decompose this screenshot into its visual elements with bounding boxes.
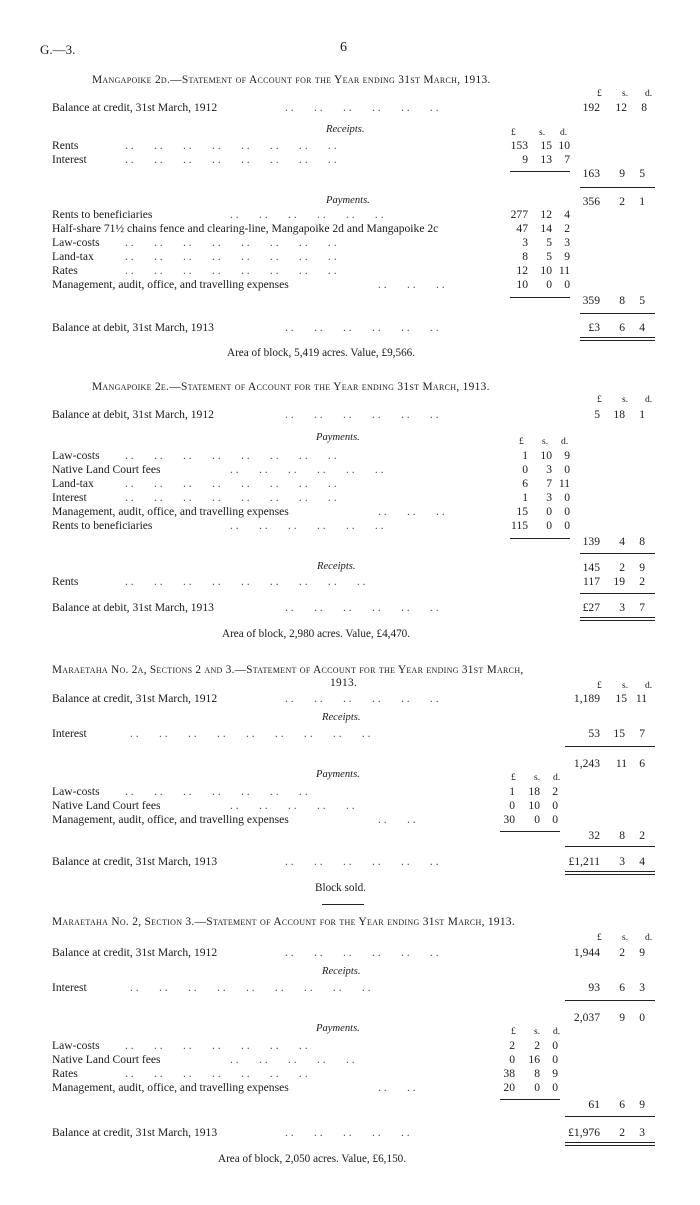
double-rule	[565, 871, 655, 875]
amount-pounds: 15	[516, 505, 528, 518]
amount-pence: 11	[635, 692, 647, 705]
amount-pence: 9	[552, 1067, 558, 1080]
amount-pence: 8	[641, 101, 647, 114]
group-heading: Receipts.	[322, 966, 361, 977]
amount-pence: 2	[639, 829, 645, 842]
amount-shillings: 7	[546, 477, 552, 490]
leader-dots: . . . . . . . . . . . . . . . .	[125, 250, 337, 263]
group-heading: Receipts.	[326, 124, 365, 135]
pence-unit: d.	[645, 394, 653, 405]
group-heading: Payments.	[326, 195, 370, 206]
closing-balance-label: Balance at debit, 31st March, 1913	[52, 601, 214, 614]
column-rule	[580, 187, 655, 188]
amount-pence: 7	[639, 727, 645, 740]
amount-pounds: 10	[516, 278, 528, 291]
line-item-label: Land-tax	[52, 250, 94, 263]
amount-shillings: 3	[619, 601, 625, 614]
amount-pounds: 12	[516, 264, 528, 277]
section-title: Maraetaha No. 2a, Sections 2 and 3.—Statement of Account for the Year ending 31st March,	[52, 664, 524, 676]
leader-dots: . . . . . . . . . . . .	[285, 321, 439, 334]
line-item-label: Interest	[52, 153, 87, 166]
shilling-unit: s.	[622, 88, 629, 99]
line-item-label: Rents	[52, 139, 79, 152]
subtotal-rule	[500, 831, 560, 832]
amount-pence: 4	[564, 208, 570, 221]
amount-shillings: 0	[546, 278, 552, 291]
amount-pounds: 5	[594, 408, 600, 421]
double-rule	[580, 337, 655, 341]
amount-pence: 2	[564, 222, 570, 235]
leader-dots: . . . . . . . . . . . . . . . . . .	[130, 981, 371, 994]
amount-pence: 0	[552, 1039, 558, 1052]
column-rule	[565, 1000, 655, 1001]
amount-pence: 8	[639, 535, 645, 548]
line-item-label: Rates	[52, 264, 78, 277]
pence-unit: d.	[561, 436, 569, 447]
amount-pounds: £1,211	[568, 855, 600, 868]
amount-pounds: 115	[511, 519, 528, 532]
amount-pence: 7	[639, 601, 645, 614]
amount-shillings: 3	[546, 491, 552, 504]
amount-pounds: 1	[522, 449, 528, 462]
amount-pence: 9	[564, 250, 570, 263]
amount-pence: 9	[639, 1098, 645, 1111]
line-item-label: Half-share 71½ chains fence and clearing-line, Mangapoike 2d and Mangapoike 2c	[52, 222, 439, 235]
line-item-label: Native Land Court fees	[52, 799, 161, 812]
amount-shillings: 5	[546, 250, 552, 263]
amount-shillings: 2	[619, 195, 625, 208]
amount-pounds: 277	[510, 208, 528, 221]
leader-dots: . . . . . . . . . . . . . .	[125, 1039, 308, 1052]
column-rule	[580, 313, 655, 314]
column-rule	[580, 593, 655, 594]
amount-shillings: 6	[619, 321, 625, 334]
line-item-label: Management, audit, office, and travelling expenses	[52, 505, 289, 518]
amount-pence: 9	[639, 561, 645, 574]
amount-shillings: 9	[619, 167, 625, 180]
amount-shillings: 8	[619, 294, 625, 307]
pound-unit: £	[519, 436, 524, 447]
amount-pence: 5	[639, 167, 645, 180]
line-item-label: Law-costs	[52, 1039, 100, 1052]
leader-dots: . . . . . . . . . . . .	[285, 855, 439, 868]
amount-shillings: 3	[546, 463, 552, 476]
section-title: Mangapoike 2e.—Statement of Account for the Year ending 31st March, 1913.	[92, 381, 490, 393]
amount-pounds: 93	[588, 981, 600, 994]
column-rule	[565, 846, 655, 847]
pound-unit: £	[597, 932, 602, 943]
leader-dots: . . . . . .	[378, 278, 445, 291]
column-rule	[580, 553, 655, 554]
amount-pounds: £27	[582, 601, 600, 614]
line-item-label: Law-costs	[52, 785, 100, 798]
pence-unit: d.	[645, 680, 653, 691]
amount-shillings: 0	[534, 1081, 540, 1094]
leader-dots: . . . . . . . . . .	[230, 799, 355, 812]
amount-pounds: 0	[509, 1053, 515, 1066]
amount-pounds: 0	[509, 799, 515, 812]
amount-pounds: 0	[522, 463, 528, 476]
amount-pounds: 53	[588, 727, 600, 740]
amount-shillings: 16	[528, 1053, 540, 1066]
amount-pence: 0	[552, 1081, 558, 1094]
line-item-label: Management, audit, office, and travelling expenses	[52, 813, 289, 826]
leader-dots: . . . . . . . . . . . .	[285, 101, 439, 114]
amount-pence: 3	[564, 236, 570, 249]
amount-pounds: 61	[588, 1098, 600, 1111]
amount-shillings: 10	[540, 264, 552, 277]
leader-dots: . . . . . . . . . . . . . . . .	[125, 449, 337, 462]
line-item-label: Interest	[52, 727, 87, 740]
shilling-unit: s.	[622, 680, 629, 691]
line-item-label: Law-costs	[52, 449, 100, 462]
amount-pounds: 163	[582, 167, 600, 180]
amount-pounds: 1	[522, 491, 528, 504]
amount-pounds: 47	[516, 222, 528, 235]
pound-unit: £	[511, 1026, 516, 1037]
subtotal-rule	[500, 1099, 560, 1100]
amount-pounds: 32	[588, 829, 600, 842]
amount-pounds: 1,243	[573, 757, 600, 770]
amount-shillings: 15	[615, 692, 627, 705]
section-title-continued: 1913.	[330, 677, 358, 689]
leader-dots: . . . . . . . . . . . .	[230, 463, 384, 476]
line-item-label: Management, audit, office, and travelling expenses	[52, 278, 289, 291]
amount-pence: 9	[639, 946, 645, 959]
shilling-unit: s.	[622, 394, 629, 405]
amount-pence: 11	[558, 477, 570, 490]
amount-pence: 0	[639, 1011, 645, 1024]
leader-dots: . . . . . .	[378, 505, 445, 518]
amount-pounds: 20	[503, 1081, 515, 1094]
amount-pence: 0	[564, 463, 570, 476]
column-rule	[565, 746, 655, 747]
amount-pence: 3	[639, 981, 645, 994]
group-heading: Receipts.	[317, 561, 356, 572]
amount-shillings: 12	[615, 101, 627, 114]
leader-dots: . . . . . . . . . . . .	[230, 208, 384, 221]
amount-pounds: 359	[582, 294, 600, 307]
amount-shillings: 6	[619, 1098, 625, 1111]
amount-shillings: 2	[619, 561, 625, 574]
amount-shillings: 9	[619, 1011, 625, 1024]
amount-shillings: 11	[615, 757, 627, 770]
amount-shillings: 8	[534, 1067, 540, 1080]
shilling-unit: s.	[542, 436, 549, 447]
amount-shillings: 2	[619, 1126, 625, 1139]
leader-dots: . . . .	[378, 813, 416, 826]
pound-unit: £	[597, 680, 602, 691]
pence-unit: d.	[645, 932, 653, 943]
leader-dots: . . . . . . . . . . . . . . . .	[125, 236, 337, 249]
line-item-label: Interest	[52, 491, 87, 504]
line-item-label: Rents to beneficiaries	[52, 519, 153, 532]
amount-pounds: £1,976	[568, 1126, 600, 1139]
amount-pounds: £3	[588, 321, 600, 334]
leader-dots: . . . . . . . . . . . . . . . . . .	[130, 727, 371, 740]
pound-unit: £	[597, 394, 602, 405]
pound-unit: £	[511, 772, 516, 783]
amount-pence: 2	[552, 785, 558, 798]
amount-pounds: 139	[582, 535, 600, 548]
amount-pence: 0	[564, 491, 570, 504]
amount-pence: 0	[564, 505, 570, 518]
section-title: Maraetaha No. 2, Section 3.—Statement of Account for the Year ending 31st March, 1913.	[52, 916, 516, 928]
group-heading: Receipts.	[322, 712, 361, 723]
amount-pence: 0	[564, 519, 570, 532]
amount-shillings: 3	[619, 855, 625, 868]
pence-unit: d.	[553, 772, 561, 783]
line-item-label: Land-tax	[52, 477, 94, 490]
pence-unit: d.	[645, 88, 653, 99]
group-heading: Payments.	[316, 1023, 360, 1034]
amount-pence: 6	[639, 757, 645, 770]
amount-pence: 4	[639, 321, 645, 334]
amount-shillings: 0	[546, 519, 552, 532]
amount-shillings: 10	[528, 799, 540, 812]
amount-pence: 0	[552, 799, 558, 812]
pound-unit: £	[597, 88, 602, 99]
amount-pounds: 38	[503, 1067, 515, 1080]
double-rule	[580, 617, 655, 621]
line-item-label: Interest	[52, 981, 87, 994]
opening-balance-label: Balance at credit, 31st March, 1912	[52, 101, 218, 114]
amount-pence: 9	[564, 449, 570, 462]
group-heading: Payments.	[316, 432, 360, 443]
column-rule	[565, 1116, 655, 1117]
pence-unit: d.	[553, 1026, 561, 1037]
line-item-label: Rents to beneficiaries	[52, 208, 153, 221]
amount-pounds: 3	[522, 236, 528, 249]
amount-pence: 1	[639, 408, 645, 421]
amount-pounds: 30	[503, 813, 515, 826]
leader-dots: . . . . . . . . . . . . . . . .	[125, 153, 337, 166]
amount-shillings: 15	[613, 727, 625, 740]
pence-unit: d.	[560, 127, 568, 138]
line-item-label: Rents	[52, 575, 79, 588]
section-separator	[322, 904, 364, 905]
leader-dots: . . . . . . . . . .	[230, 1053, 355, 1066]
amount-pounds: 1,189	[573, 692, 600, 705]
opening-balance-label: Balance at debit, 31st March, 1912	[52, 408, 214, 421]
subtotal-rule	[510, 297, 570, 298]
amount-shillings: 19	[613, 575, 625, 588]
leader-dots: . . . . . . . . . . . . . . . .	[125, 139, 337, 152]
leader-dots: . . . . . . . . . . . . . .	[125, 1067, 308, 1080]
amount-pounds: 1	[509, 785, 515, 798]
amount-pence: 7	[564, 153, 570, 166]
block-note: Block sold.	[315, 882, 366, 894]
amount-pence: 1	[639, 195, 645, 208]
amount-pounds: 6	[522, 477, 528, 490]
amount-pence: 4	[639, 855, 645, 868]
line-item-label: Native Land Court fees	[52, 1053, 161, 1066]
amount-pounds: 2,037	[573, 1011, 600, 1024]
amount-shillings: 18	[613, 408, 625, 421]
line-item-label: Native Land Court fees	[52, 463, 161, 476]
amount-shillings: 0	[546, 505, 552, 518]
amount-shillings: 5	[546, 236, 552, 249]
leader-dots: . . . . . . . . . . . . . .	[125, 785, 308, 798]
page-number: 6	[340, 40, 347, 55]
section-title: Mangapoike 2d.—Statement of Account for the Year ending 31st March, 1913.	[92, 74, 491, 86]
amount-pounds: 153	[510, 139, 528, 152]
leader-dots: . . . . . . . . . . . . . . . . . .	[125, 575, 366, 588]
line-item-label: Rates	[52, 1067, 78, 1080]
subtotal-rule	[510, 538, 570, 539]
leader-dots: . . . .	[378, 1081, 416, 1094]
closing-balance-label: Balance at debit, 31st March, 1913	[52, 321, 214, 334]
amount-shillings: 12	[540, 208, 552, 221]
block-note: Area of block, 2,050 acres. Value, £6,150.	[218, 1153, 407, 1165]
block-note: Area of block, 2,980 acres. Value, £4,470.	[222, 628, 411, 640]
line-item-label: Law-costs	[52, 236, 100, 249]
shilling-unit: s.	[534, 1026, 541, 1037]
amount-pence: 0	[552, 813, 558, 826]
amount-shillings: 0	[534, 813, 540, 826]
subtotal-rule	[510, 171, 570, 172]
opening-balance-label: Balance at credit, 31st March, 1912	[52, 946, 218, 959]
amount-shillings: 6	[619, 981, 625, 994]
amount-pounds: 8	[522, 250, 528, 263]
amount-shillings: 4	[619, 535, 625, 548]
amount-shillings: 2	[534, 1039, 540, 1052]
amount-pence: 2	[639, 575, 645, 588]
pound-unit: £	[511, 127, 516, 138]
amount-shillings: 10	[540, 449, 552, 462]
closing-balance-label: Balance at credit, 31st March, 1913	[52, 855, 218, 868]
amount-shillings: 18	[528, 785, 540, 798]
leader-dots: . . . . . . . . . .	[285, 1126, 410, 1139]
leader-dots: . . . . . . . . . . . . . . . .	[125, 491, 337, 504]
amount-pence: 0	[552, 1053, 558, 1066]
leader-dots: . . . . . . . . . . . .	[285, 692, 439, 705]
block-note: Area of block, 5,419 acres. Value, £9,566.	[227, 347, 416, 359]
amount-shillings: 15	[540, 139, 552, 152]
amount-pence: 0	[564, 278, 570, 291]
amount-pounds: 117	[583, 575, 600, 588]
leader-dots: . . . . . . . . . . . .	[285, 601, 439, 614]
amount-shillings: 2	[619, 946, 625, 959]
amount-pounds: 9	[522, 153, 528, 166]
amount-pounds: 2	[509, 1039, 515, 1052]
shilling-unit: s.	[622, 932, 629, 943]
amount-pounds: 145	[582, 561, 600, 574]
amount-pounds: 1,944	[573, 946, 600, 959]
shilling-unit: s.	[534, 772, 541, 783]
amount-shillings: 13	[540, 153, 552, 166]
double-rule	[565, 1142, 655, 1146]
closing-balance-label: Balance at credit, 31st March, 1913	[52, 1126, 218, 1139]
leader-dots: . . . . . . . . . . . .	[230, 519, 384, 532]
amount-pounds: 356	[582, 195, 600, 208]
amount-pence: 3	[639, 1126, 645, 1139]
amount-pence: 5	[639, 294, 645, 307]
leader-dots: . . . . . . . . . . . .	[285, 408, 439, 421]
line-item-label: Management, audit, office, and travelling expenses	[52, 1081, 289, 1094]
leader-dots: . . . . . . . . . . . . . . . .	[125, 264, 337, 277]
leader-dots: . . . . . . . . . . . . . . . .	[125, 477, 337, 490]
amount-pence: 11	[558, 264, 570, 277]
amount-pence: 10	[558, 139, 570, 152]
amount-shillings: 14	[540, 222, 552, 235]
page-reference: G.—3.	[40, 42, 76, 57]
amount-pounds: 192	[582, 101, 600, 114]
shilling-unit: s.	[539, 127, 546, 138]
amount-shillings: 8	[619, 829, 625, 842]
leader-dots: . . . . . . . . . . . .	[285, 946, 439, 959]
group-heading: Payments.	[316, 769, 360, 780]
opening-balance-label: Balance at credit, 31st March, 1912	[52, 692, 218, 705]
